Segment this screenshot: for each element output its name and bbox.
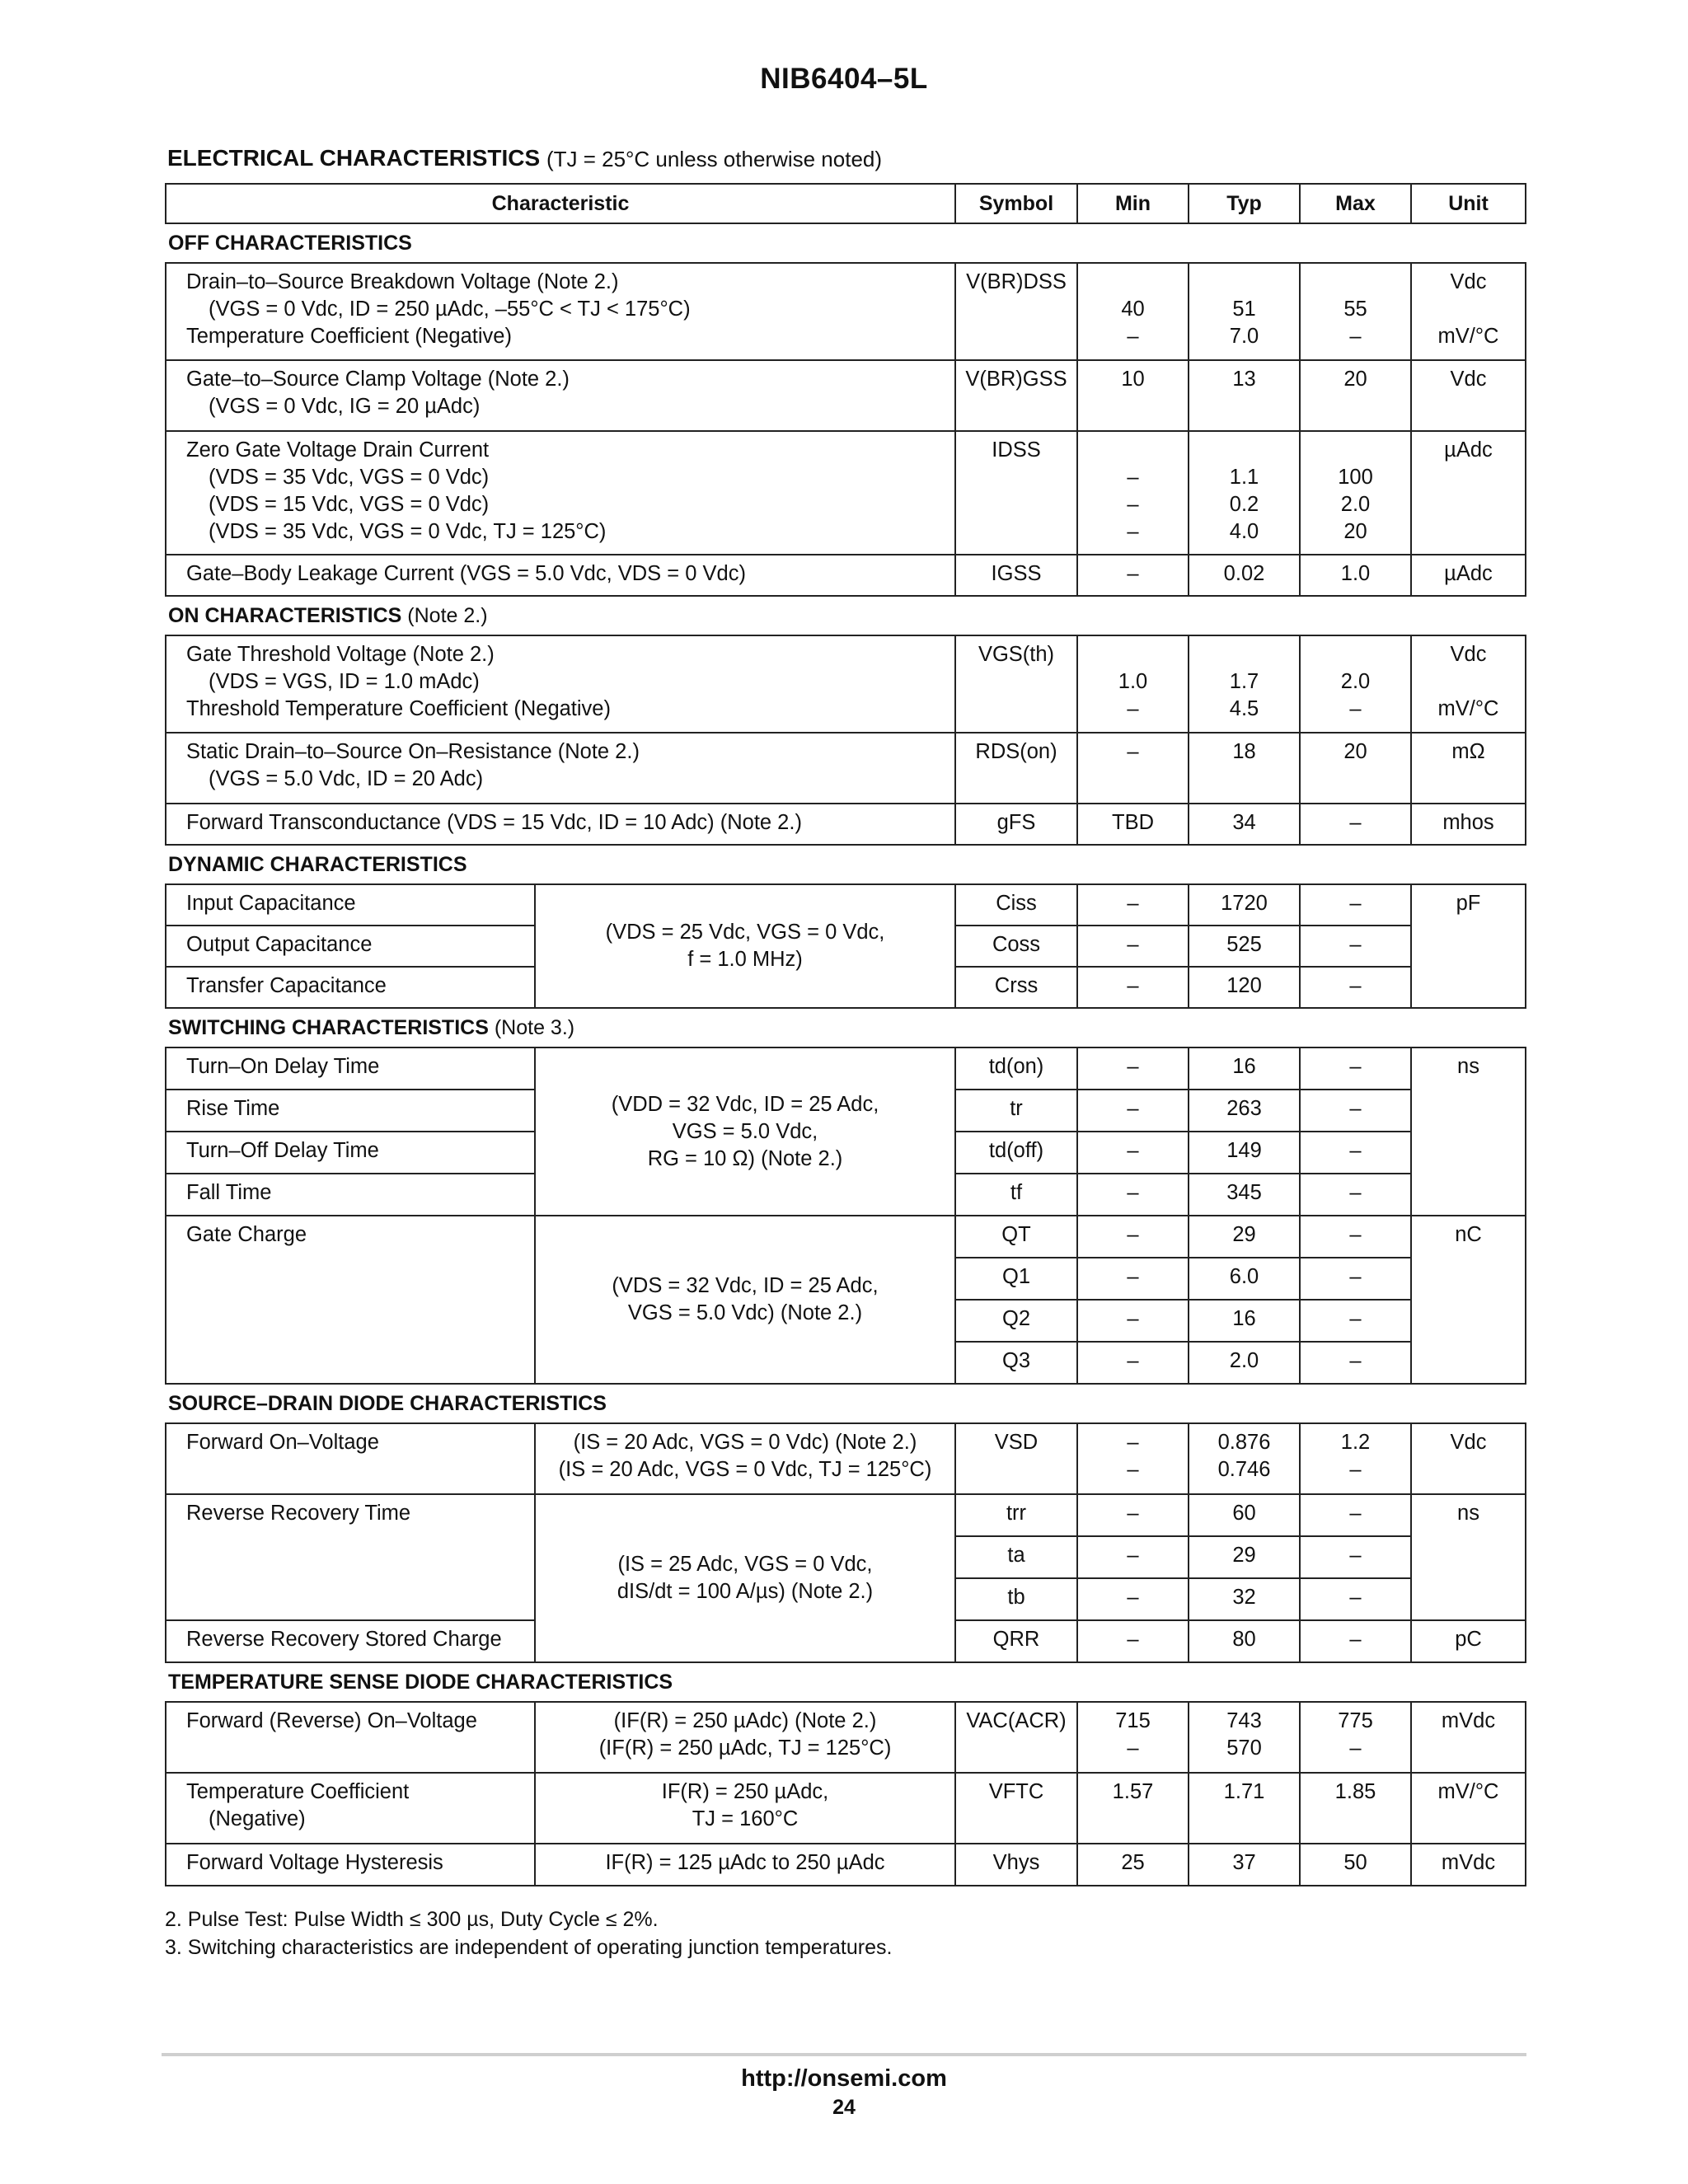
symbol: gFS [955, 804, 1077, 845]
typ: 2.0 [1189, 1342, 1300, 1384]
characteristic: Reverse Recovery Stored Charge [166, 1620, 535, 1662]
max: 50 [1300, 1844, 1411, 1886]
unit: mhos [1411, 804, 1526, 845]
typ: 18 [1189, 733, 1300, 804]
min: – [1077, 1620, 1189, 1662]
characteristic: Fall Time [166, 1174, 535, 1216]
symbol: Ciss [955, 884, 1077, 926]
min: – [1077, 926, 1189, 967]
section-heading [167, 145, 882, 172]
symbol: IGSS [955, 555, 1077, 596]
sd-diode-heading: SOURCE–DRAIN DIODE CHARACTERISTICS [166, 1384, 1526, 1423]
max: 775 – [1300, 1702, 1411, 1773]
min: – [1077, 555, 1189, 596]
test-condition: IF(R) = 250 µAdc, TJ = 160°C [535, 1773, 955, 1844]
symbol: Q3 [955, 1342, 1077, 1384]
section-condition: (TJ = 25°C unless otherwise noted) [546, 147, 883, 172]
max: 100 2.0 20 [1300, 431, 1411, 555]
characteristic: Input Capacitance [166, 884, 535, 926]
typ: 32 [1189, 1578, 1300, 1620]
typ: 29 [1189, 1216, 1300, 1258]
table-header-row [166, 184, 1526, 223]
table-row [166, 1047, 1526, 1090]
characteristic: Transfer Capacitance [166, 967, 535, 1008]
max: 20 [1300, 360, 1411, 431]
max: – [1300, 1090, 1411, 1132]
min: – [1077, 1300, 1189, 1342]
max: – [1300, 1342, 1411, 1384]
characteristic: Forward On–Voltage [166, 1423, 535, 1494]
test-condition: (IS = 20 Adc, VGS = 0 Vdc) (Note 2.) (IS = 20 Adc, VGS = 0 Vdc, TJ = 125°C) [535, 1423, 955, 1494]
max: – [1300, 1132, 1411, 1174]
symbol: VGS(th) [955, 635, 1077, 733]
col-max: Max [1300, 184, 1411, 223]
characteristic: Drain–to–Source Breakdown Voltage (Note 2.) (VGS = 0 Vdc, ID = 250 µAdc, –55°C < TJ < 175°C) Temperature Coefficient (Negative) [166, 263, 955, 360]
test-condition: (VDS = 25 Vdc, VGS = 0 Vdc, f = 1.0 MHz) [535, 884, 955, 1008]
typ: 120 [1189, 967, 1300, 1008]
min: – – [1077, 1423, 1189, 1494]
section-title: ELECTRICAL CHARACTERISTICS [167, 145, 541, 171]
test-condition: (VDD = 32 Vdc, ID = 25 Adc, VGS = 5.0 Vdc, RG = 10 Ω) (Note 2.) [535, 1047, 955, 1216]
table-row [166, 1773, 1526, 1844]
unit: Vdc mV/°C [1411, 263, 1526, 360]
col-unit: Unit [1411, 184, 1526, 223]
min: – [1077, 1174, 1189, 1216]
table-row [166, 1216, 1526, 1258]
symbol: Q1 [955, 1258, 1077, 1300]
table-row [166, 263, 1526, 360]
characteristic: Reverse Recovery Time [166, 1494, 535, 1620]
table-row [166, 1702, 1526, 1773]
typ: 1.1 0.2 4.0 [1189, 431, 1300, 555]
typ: 37 [1189, 1844, 1300, 1886]
characteristic: Turn–Off Delay Time [166, 1132, 535, 1174]
characteristic: Turn–On Delay Time [166, 1047, 535, 1090]
min: 715 – [1077, 1702, 1189, 1773]
symbol: tf [955, 1174, 1077, 1216]
unit: Vdc [1411, 1423, 1526, 1494]
max: – [1300, 1047, 1411, 1090]
test-condition: (IS = 25 Adc, VGS = 0 Vdc, dIS/dt = 100 A/µs) (Note 2.) [535, 1494, 955, 1662]
col-symbol: Symbol [955, 184, 1077, 223]
typ: 263 [1189, 1090, 1300, 1132]
typ: 0.02 [1189, 555, 1300, 596]
unit: Vdc mV/°C [1411, 635, 1526, 733]
dynamic-heading: DYNAMIC CHARACTERISTICS [166, 845, 1526, 884]
characteristic: Rise Time [166, 1090, 535, 1132]
min: – [1077, 967, 1189, 1008]
typ: 0.876 0.746 [1189, 1423, 1300, 1494]
min: – [1077, 1342, 1189, 1384]
table-row [166, 1423, 1526, 1494]
footer-url-link[interactable]: http://onsemi.com [741, 2065, 947, 2092]
max: – [1300, 1578, 1411, 1620]
unit: pC [1411, 1620, 1526, 1662]
min: – [1077, 1494, 1189, 1536]
unit: Vdc [1411, 360, 1526, 431]
symbol: QRR [955, 1620, 1077, 1662]
max: – [1300, 1300, 1411, 1342]
symbol: tb [955, 1578, 1077, 1620]
symbol: IDSS [955, 431, 1077, 555]
max: – [1300, 1216, 1411, 1258]
off-heading: OFF CHARACTERISTICS [166, 223, 1526, 263]
footnotes [165, 1905, 892, 1961]
typ: 29 [1189, 1536, 1300, 1578]
unit: pF [1411, 884, 1526, 1008]
characteristic: Temperature Coefficient (Negative) [166, 1773, 535, 1844]
min: 1.57 [1077, 1773, 1189, 1844]
min: 1.0 – [1077, 635, 1189, 733]
typ: 1720 [1189, 884, 1300, 926]
typ: 1.71 [1189, 1773, 1300, 1844]
max: – [1300, 804, 1411, 845]
unit: µAdc [1411, 431, 1526, 555]
symbol: td(off) [955, 1132, 1077, 1174]
typ: 51 7.0 [1189, 263, 1300, 360]
table-row [166, 733, 1526, 804]
switching-heading: SWITCHING CHARACTERISTICS (Note 3.) [166, 1008, 1526, 1047]
typ: 149 [1189, 1132, 1300, 1174]
table-row [166, 635, 1526, 733]
min: – [1077, 1578, 1189, 1620]
max: – [1300, 1620, 1411, 1662]
table-row [166, 431, 1526, 555]
symbol: Coss [955, 926, 1077, 967]
max: 20 [1300, 733, 1411, 804]
electrical-characteristics-table [165, 183, 1526, 1886]
characteristic: Gate Threshold Voltage (Note 2.) (VDS = VGS, ID = 1.0 mAdc) Threshold Temperature Coefficient (Negative) [166, 635, 955, 733]
max: – [1300, 884, 1411, 926]
table-row [166, 1494, 1526, 1536]
typ: 16 [1189, 1047, 1300, 1090]
col-min: Min [1077, 184, 1189, 223]
page-title: NIB6404–5L [760, 63, 928, 95]
max: – [1300, 1494, 1411, 1536]
characteristic: Zero Gate Voltage Drain Current (VDS = 35 Vdc, VGS = 0 Vdc) (VDS = 15 Vdc, VGS = 0 Vdc) (VDS = 35 Vdc, VGS = 0 Vdc, TJ = 125°C) [166, 431, 955, 555]
symbol: ta [955, 1536, 1077, 1578]
group-header-on [166, 596, 1526, 635]
symbol: V(BR)GSS [955, 360, 1077, 431]
col-characteristic: Characteristic [166, 184, 955, 223]
min: – [1077, 1132, 1189, 1174]
characteristic: Forward (Reverse) On–Voltage [166, 1702, 535, 1773]
unit: mVdc [1411, 1702, 1526, 1773]
on-heading: ON CHARACTERISTICS (Note 2.) [166, 596, 1526, 635]
typ: 13 [1189, 360, 1300, 431]
footnote-2: 2. Pulse Test: Pulse Width ≤ 300 µs, Duty Cycle ≤ 2%. [165, 1908, 659, 1931]
min: – [1077, 1536, 1189, 1578]
symbol: V(BR)DSS [955, 263, 1077, 360]
table-row [166, 884, 1526, 926]
unit: ns [1411, 1494, 1526, 1620]
symbol: VFTC [955, 1773, 1077, 1844]
unit: nC [1411, 1216, 1526, 1384]
min: – [1077, 1090, 1189, 1132]
max: – [1300, 1174, 1411, 1216]
table-row [166, 1844, 1526, 1886]
footnote-3: 3. Switching characteristics are independent of operating junction temperatures. [165, 1936, 893, 1959]
test-condition: IF(R) = 125 µAdc to 250 µAdc [535, 1844, 955, 1886]
symbol: Vhys [955, 1844, 1077, 1886]
test-condition: (IF(R) = 250 µAdc) (Note 2.) (IF(R) = 250 µAdc, TJ = 125°C) [535, 1702, 955, 1773]
characteristic: Static Drain–to–Source On–Resistance (Note 2.) (VGS = 5.0 Vdc, ID = 20 Adc) [166, 733, 955, 804]
characteristic: Gate–to–Source Clamp Voltage (Note 2.) (VGS = 0 Vdc, IG = 20 µAdc) [166, 360, 955, 431]
typ: 16 [1189, 1300, 1300, 1342]
min: – [1077, 1047, 1189, 1090]
symbol: VSD [955, 1423, 1077, 1494]
symbol: trr [955, 1494, 1077, 1536]
max: 2.0 – [1300, 635, 1411, 733]
symbol: QT [955, 1216, 1077, 1258]
max: 1.85 [1300, 1773, 1411, 1844]
characteristic: Forward Voltage Hysteresis [166, 1844, 535, 1886]
max: – [1300, 926, 1411, 967]
typ: 743 570 [1189, 1702, 1300, 1773]
max: 1.0 [1300, 555, 1411, 596]
characteristic: Gate–Body Leakage Current (VGS = 5.0 Vdc, VDS = 0 Vdc) [166, 555, 955, 596]
col-typ: Typ [1189, 184, 1300, 223]
typ: 6.0 [1189, 1258, 1300, 1300]
typ: 60 [1189, 1494, 1300, 1536]
characteristic: Output Capacitance [166, 926, 535, 967]
unit: µAdc [1411, 555, 1526, 596]
typ: 34 [1189, 804, 1300, 845]
group-header-sd-diode [166, 1384, 1526, 1423]
unit: mVdc [1411, 1844, 1526, 1886]
table-row [166, 360, 1526, 431]
min: – – – [1077, 431, 1189, 555]
group-header-off [166, 223, 1526, 263]
max: 55 – [1300, 263, 1411, 360]
typ: 345 [1189, 1174, 1300, 1216]
symbol: Crss [955, 967, 1077, 1008]
symbol: Q2 [955, 1300, 1077, 1342]
page-number: 24 [832, 2096, 856, 2119]
unit: mV/°C [1411, 1773, 1526, 1844]
group-header-switching [166, 1008, 1526, 1047]
table-row [166, 804, 1526, 845]
min: 25 [1077, 1844, 1189, 1886]
group-header-temp-diode [166, 1662, 1526, 1702]
max: – [1300, 1536, 1411, 1578]
characteristic: Gate Charge [166, 1216, 535, 1384]
group-header-dynamic [166, 845, 1526, 884]
min: – [1077, 733, 1189, 804]
characteristic: Forward Transconductance (VDS = 15 Vdc, ID = 10 Adc) (Note 2.) [166, 804, 955, 845]
min: TBD [1077, 804, 1189, 845]
temp-diode-heading: TEMPERATURE SENSE DIODE CHARACTERISTICS [166, 1662, 1526, 1702]
max: – [1300, 967, 1411, 1008]
min: – [1077, 884, 1189, 926]
unit: ns [1411, 1047, 1526, 1216]
symbol: RDS(on) [955, 733, 1077, 804]
max: 1.2 – [1300, 1423, 1411, 1494]
typ: 80 [1189, 1620, 1300, 1662]
symbol: td(on) [955, 1047, 1077, 1090]
symbol: VAC(ACR) [955, 1702, 1077, 1773]
unit: mΩ [1411, 733, 1526, 804]
table-row [166, 555, 1526, 596]
min: 40 – [1077, 263, 1189, 360]
typ: 1.7 4.5 [1189, 635, 1300, 733]
max: – [1300, 1258, 1411, 1300]
min: – [1077, 1216, 1189, 1258]
min: 10 [1077, 360, 1189, 431]
footer-divider [162, 2053, 1526, 2056]
symbol: tr [955, 1090, 1077, 1132]
min: – [1077, 1258, 1189, 1300]
typ: 525 [1189, 926, 1300, 967]
test-condition: (VDS = 32 Vdc, ID = 25 Adc, VGS = 5.0 Vdc) (Note 2.) [535, 1216, 955, 1384]
